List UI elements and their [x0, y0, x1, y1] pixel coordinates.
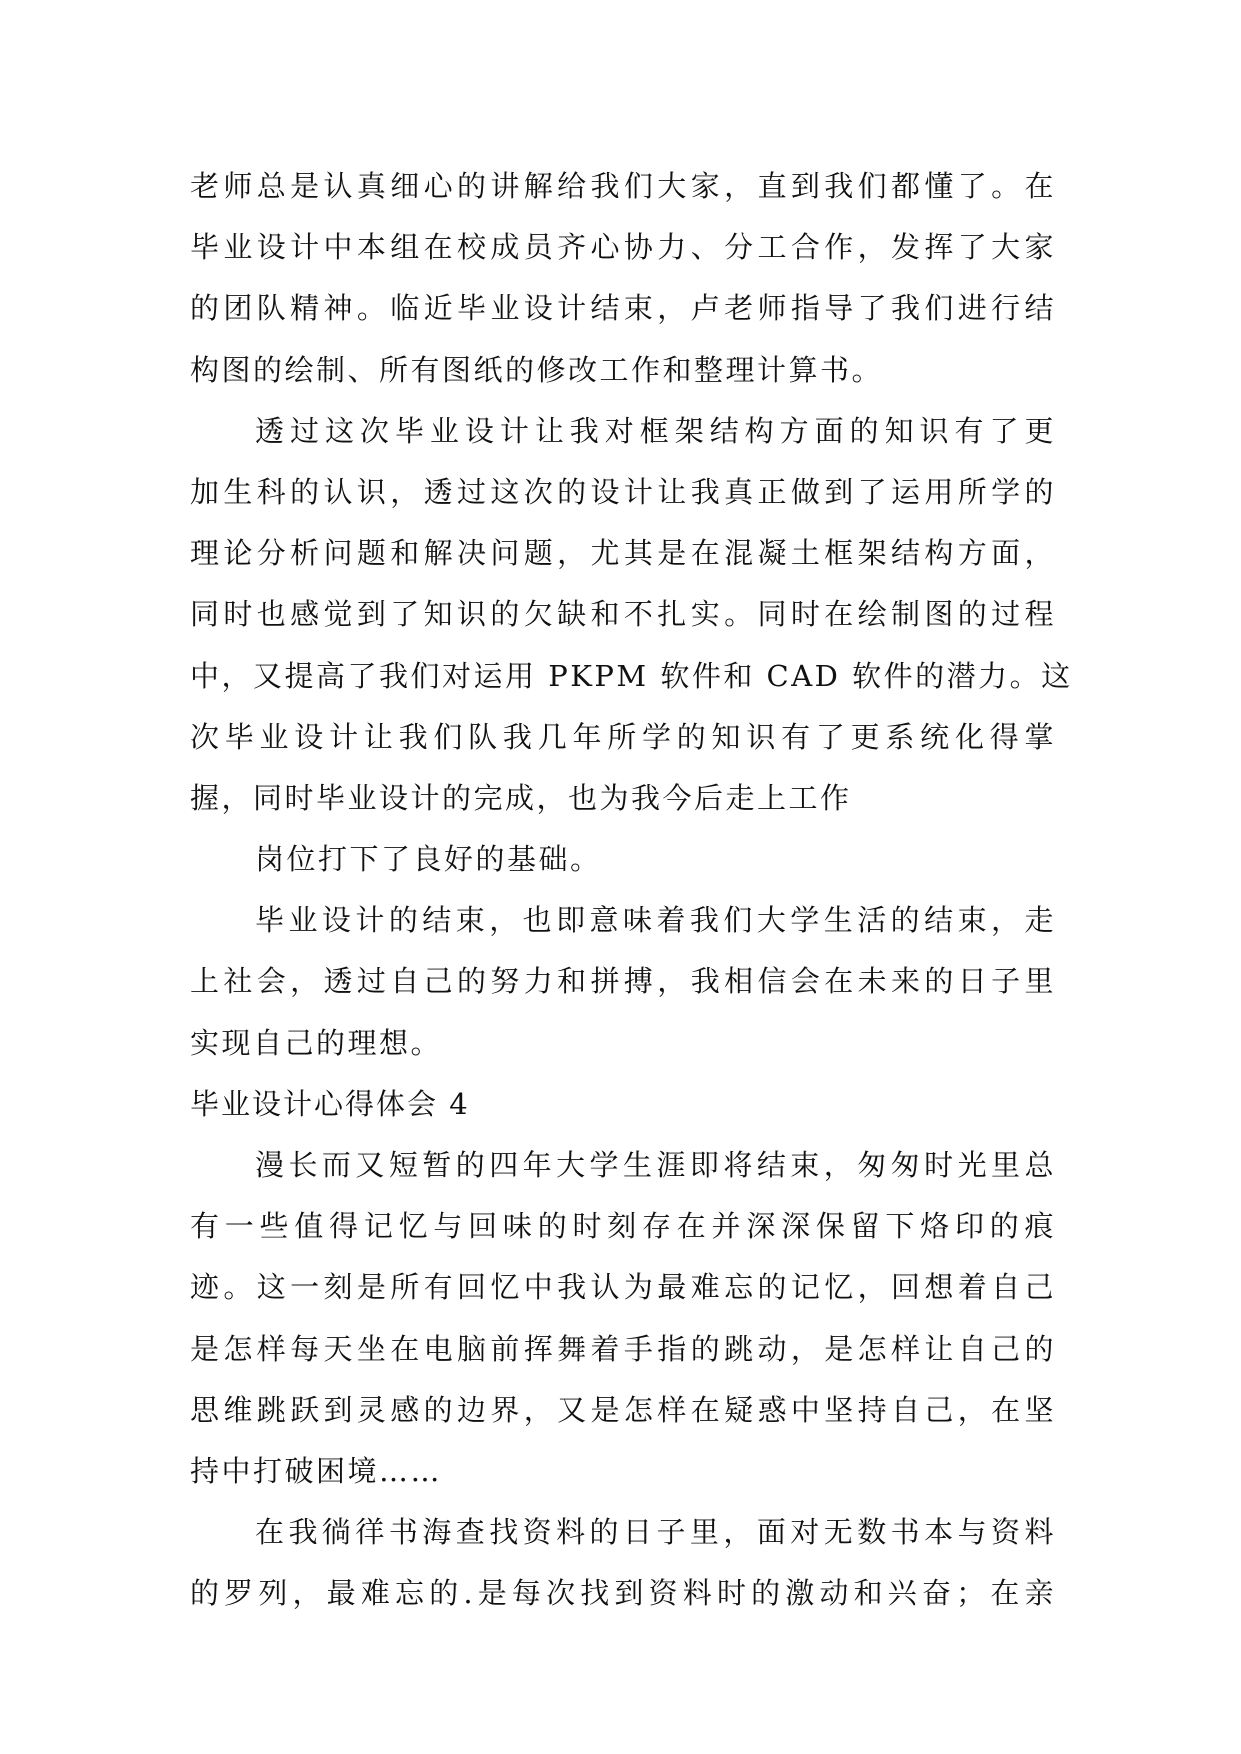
text-line: 构图的绘制、所有图纸的修改工作和整理计算书。 — [190, 352, 884, 387]
text-line: 次毕业设计让我们队我几年所学的知识有了更系统化得掌 — [190, 719, 1056, 754]
text-line: 握，同时毕业设计的完成，也为我今后走上工作 — [190, 780, 852, 815]
text-line: 理论分析问题和解决问题，尤其是在混凝土框架结构方面， — [190, 536, 1056, 571]
text-line: 有一些值得记忆与回味的时刻存在并深深保留下烙印的痕 — [190, 1209, 1056, 1244]
text-line: 迹。这一刻是所有回忆中我认为最难忘的记忆，回想着自己 — [190, 1270, 1056, 1305]
paragraph-first-line: 漫长而又短暂的四年大学生涯即将结束，匆匆时光里总 — [255, 1148, 1056, 1182]
text-line: 持中打破困境…… — [190, 1453, 443, 1488]
text-line: 毕业设计中本组在校成员齐心协力、分工合作，发挥了大家 — [190, 230, 1056, 265]
paragraph-first-line: 透过这次毕业设计让我对框架结构方面的知识有了更 — [255, 413, 1056, 448]
text-line: 是怎样每天坐在电脑前挥舞着手指的跳动，是怎样让自己的 — [190, 1331, 1056, 1366]
text-line: 老师总是认真细心的讲解给我们大家，直到我们都懂了。在 — [190, 169, 1056, 203]
text-line: 加生科的认识，透过这次的设计让我真正做到了运用所学的 — [190, 474, 1056, 509]
paragraph-first-line: 岗位打下了良好的基础。 — [255, 842, 602, 877]
text-line: 的团队精神。临近毕业设计结束，卢老师指导了我们进行结 — [190, 291, 1056, 326]
text-line: 同时也感觉到了知识的欠缺和不扎实。同时在绘制图的过程 — [190, 597, 1056, 632]
paragraph-first-line: 在我徜徉书海查找资料的日子里，面对无数书本与资料 — [255, 1515, 1056, 1550]
paragraph-first-line: 毕业设计的结束，也即意味着我们大学生活的结束，走 — [255, 903, 1056, 938]
body-text — [190, 156, 1073, 1625]
text-line: 思维跳跃到灵感的边界，又是怎样在疑惑中坚持自己，在坚 — [190, 1392, 1056, 1427]
text-line: 实现自己的理想。 — [190, 1025, 443, 1060]
text-line: 上社会，透过自己的努力和拼搏，我相信会在未来的日子里 — [190, 964, 1056, 999]
section-heading: 毕业设计心得体会 4 — [190, 1086, 470, 1121]
text-line: 中，又提高了我们对运用 PKPM 软件和 CAD 软件的潜力。这 — [190, 658, 1073, 693]
text-line: 的罗列，最难忘的.是每次找到资料时的激动和兴奋；在亲 — [190, 1576, 1056, 1611]
